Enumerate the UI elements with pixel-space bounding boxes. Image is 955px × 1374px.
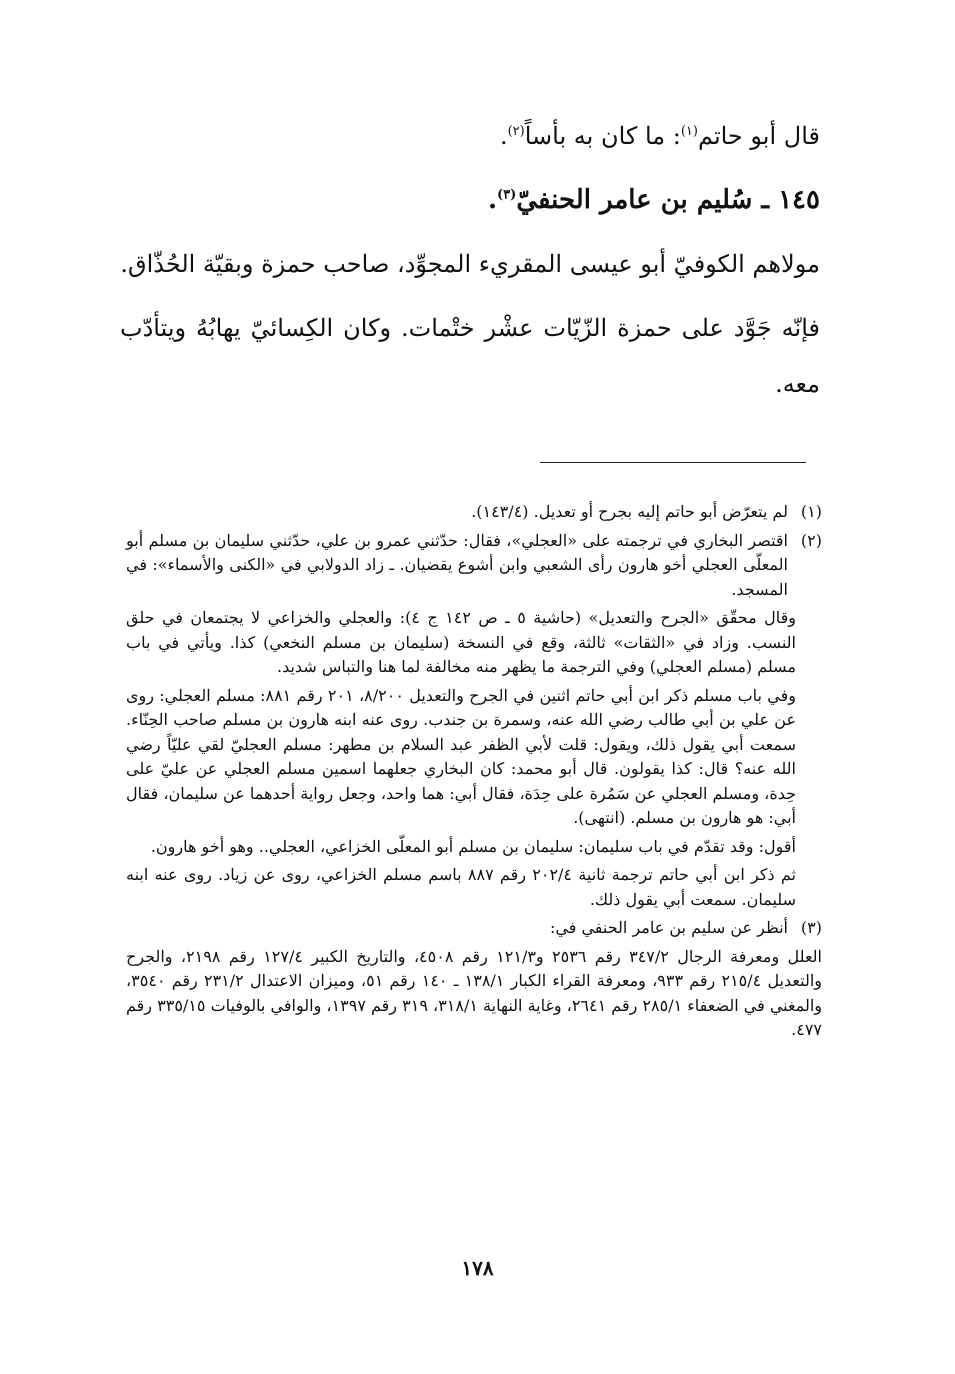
footnote-2-para-1: اقتصر البخاري في ترجمته على «العجلي»، فقال: حدّثني عمرو بن علي، حدّثني سليمان بن مسلم أبو المعلّى العجلي أخو هارون رأى الشعبي وابن أشوع يقضيان. ـ زاد الدولابي في «الكنى والأسماء»: في المسجد.: [126, 530, 788, 599]
opening-line: [120, 108, 820, 164]
footnote-ref-3: (٣): [497, 187, 517, 203]
footnote-2-para-2: وقال محقّق «الجرح والتعديل» (حاشية ٥ ـ ص ١٤٢ ج ٤): والعجلي والخزاعي لا يجتمعان في حلق النسب. وزاد في «الثقات» ثالثة، وقع في النسخة (سليمان بن مسلم النخعي) كذا. ويأتي في باب مسلم (مسلم العجلي) وفي الترجمة ما يظهر منه مخالفة لما هنا والتباس شديد.: [126, 608, 797, 676]
footnote-2-para-3: وفي باب مسلم ذكر ابن أبي حاتم اثنين في الجرح والتعديل ٨/٢٠٠، ٢٠١ رقم ٨٨١: مسلم العجلي: روى عن علي بن أبي طالب رضي الله عنه، وسمرة بن جندب. روى عنه ابنه هارون بن مسلم صاحب الحِنّاء. سمعت أبي يقول ذلك، ويقول: قلت لأبي الظفر عبد السلام بن مطهر: مسلم العجليّ لقي عليّاً رضي الله عنه؟ قال: كذا يقولون. قال أبو محمد: كان البخاري جعلهما اسمين مسلم العجلي عن عليّ على حِدة، ومسلم العجلي عن سَمُرة على حِدَة، فقال أبي: هما واحد، وجعل رواية أحدهما عن سليمان، فقال أبي: هو هارون بن مسلم. (انتهى).: [126, 685, 797, 827]
paragraph-2: فإنّه جَوَّد على حمزة الزّيّات عشْر ختْمات. وكان الكِسائيّ يهابُهُ ويتأدّب معه.: [120, 314, 820, 398]
footnote-3-number: (٣): [800, 918, 822, 937]
entry-title-end: .: [487, 185, 498, 215]
footnote-2-para-5: ثم ذكر ابن أبي حاتم ترجمة ثانية ٢٠٢/٤ رقم ٨٨٧ باسم مسلم الخزاعي، روى عن زياد. روى عنه ابنه سليمان. سمعت أبي يقول ذلك.: [126, 865, 797, 909]
entry-title: [120, 172, 820, 228]
footnote-1-text: لم يتعرّض أبو حاتم إليه بجرح أو تعديل. (١٤٣/٤).: [471, 502, 788, 521]
footnote-3: [126, 916, 822, 941]
paragraph-1: مولاهم الكوفيّ أبو عيسى المقريء المجوِّد، صاحب حمزة وبقيّة الحُذّاق.: [120, 250, 820, 278]
footnote-divider: [540, 462, 806, 463]
page-number: ١٧٨: [461, 1256, 494, 1280]
footnote-3-para-2: العلل ومعرفة الرجال ٣٤٧/٢ رقم ٢٥٣٦ و١٢١/٣ رقم ٤٥٠٨، والتاريخ الكبير ١٢٧/٤ رقم ٢١٩٨، والجرح والتعديل ٢١٥/٤ رقم ٩٣٣، ومعرفة القراء الكبار ١٣٨/١ ـ ١٤٠ رقم ٥١، وميزان الاعتدال ٢٣١/٢ رقم ٣٥٤٠، والمغني في الضعفاء ٢٨٥/١ رقم ٢٦٤١، وغاية النهاية ٣١٨/١، ٣١٩ رقم ١٣٩٧، والوافي بالوفيات ٣٣٥/١٥ رقم ٤٧٧.: [126, 946, 823, 1039]
footnote-2-para-4: أقول: وقد تقدّم في باب سليمان: سليمان بن مسلم أبو المعلّى الخزاعي، العجلي.. وهو أخو هارون.: [150, 836, 796, 856]
footnote-2-number: (٢): [800, 530, 822, 550]
footnote-1-number: (١): [800, 502, 822, 521]
footnotes: [126, 500, 822, 1047]
footnote-2: [126, 529, 822, 603]
main-text: [120, 108, 820, 412]
footnote-ref-2: (٢): [507, 124, 525, 139]
footnote-ref-1: (١): [680, 124, 698, 139]
opening-line-end: .: [499, 122, 508, 150]
footnote-1: [126, 500, 822, 525]
opening-line-rest: : ما كان به بأساً: [524, 122, 681, 150]
footnote-3-para-1: أنظر عن سليم بن عامر الحنفي في:: [549, 918, 788, 937]
opening-line-text: قال أبو حاتم: [697, 122, 820, 150]
entry-title-text: ١٤٥ ـ سُليم بن عامر الحنفيّ: [516, 185, 820, 215]
